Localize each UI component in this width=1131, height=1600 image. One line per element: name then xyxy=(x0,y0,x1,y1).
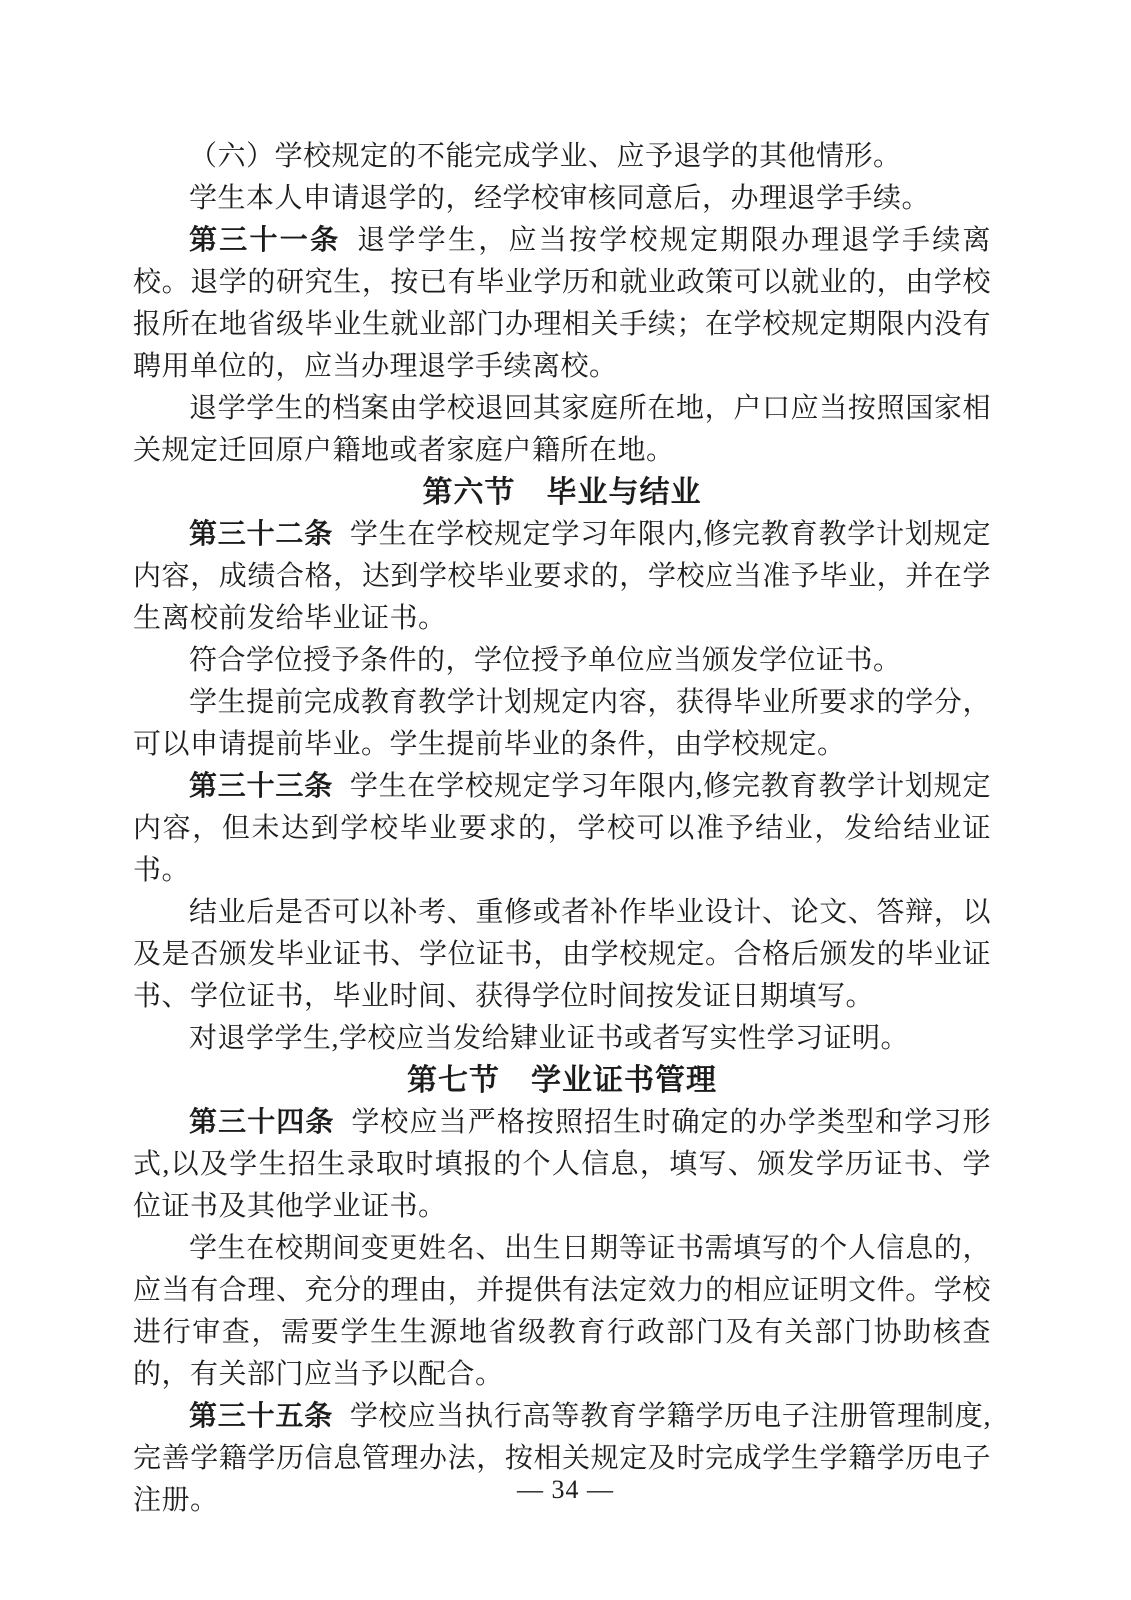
paragraph-text: 退学学生，应当按学校规定期限办理退学手续离校。退学的研究生，按已有毕业学历和就业政策可以就业的，由学校报所在地省级毕业生就业部门办理相关手续；在学校规定期限内没有聘用单位的，应当办理退学手续离校。 xyxy=(133,225,991,382)
paragraph-text: 学生在学校规定学习年限内,修完教育教学计划规定内容，成绩合格，达到学校毕业要求的，学校应当准予毕业，并在学生离校前发给毕业证书。 xyxy=(133,519,991,634)
paragraph-text: 退学学生的档案由学校退回其家庭所在地，户口应当按照国家相关规定迁回原户籍地或者家庭户籍所在地。 xyxy=(133,393,991,466)
article-number: 第三十二条 xyxy=(189,519,334,550)
article-number: 第三十四条 xyxy=(189,1107,335,1138)
body-paragraph xyxy=(133,682,991,766)
section-heading-7: 第七节 学业证书管理 xyxy=(407,1064,717,1097)
article-number: 第三十三条 xyxy=(189,771,334,802)
article-32-paragraph xyxy=(133,514,991,640)
paragraph-text: 学校应当严格按照招生时确定的办学类型和学习形式,以及学生招生录取时填报的个人信息，填写、颁发学历证书、学位证书及其他学业证书。 xyxy=(133,1107,991,1222)
section-heading-6: 第六节 毕业与结业 xyxy=(422,476,702,509)
body-paragraph xyxy=(133,1228,991,1396)
article-34-paragraph xyxy=(133,1102,991,1228)
body-paragraph xyxy=(133,178,991,220)
body-paragraph xyxy=(133,1018,991,1060)
paragraph-text: 结业后是否可以补考、重修或者补作毕业设计、论文、答辩，以及是否颁发毕业证书、学位证书，由学校规定。合格后颁发的毕业证书、学位证书，毕业时间、获得学位时间按发证日期填写。 xyxy=(133,897,991,1012)
article-number: 第三十五条 xyxy=(189,1401,334,1432)
paragraph-text: 符合学位授予条件的，学位授予单位应当颁发学位证书。 xyxy=(189,645,902,676)
paragraph-text: （六）学校规定的不能完成学业、应予退学的其他情形。 xyxy=(189,141,902,172)
body-paragraph xyxy=(133,640,991,682)
body-paragraph xyxy=(133,892,991,1018)
article-number: 第三十一条 xyxy=(189,225,341,256)
paragraph-text: 学生本人申请退学的，经学校审核同意后，办理退学手续。 xyxy=(189,183,931,214)
paragraph-text: 学校应当执行高等教育学籍学历电子注册管理制度,完善学籍学历信息管理办法，按相关规定及时完成学生学籍学历电子注册。 xyxy=(133,1401,991,1516)
article-31-paragraph xyxy=(133,220,991,388)
paragraph-text: 学生在学校规定学习年限内,修完教育教学计划规定内容，但未达到学校毕业要求的，学校可以准予结业，发给结业证书。 xyxy=(133,771,991,886)
page-number: — 34 — xyxy=(517,1475,614,1504)
paragraph-text: 学生提前完成教育教学计划规定内容，获得毕业所要求的学分，可以申请提前毕业。学生提前毕业的条件，由学校规定。 xyxy=(133,687,991,760)
paragraph-text: 学生在校期间变更姓名、出生日期等证书需填写的个人信息的，应当有合理、充分的理由，并提供有法定效力的相应证明文件。学校进行审查，需要学生生源地省级教育行政部门及有关部门协助核查的，有关部门应当予以配合。 xyxy=(133,1233,991,1390)
paragraph-text: 对退学学生,学校应当发给肄业证书或者写实性学习证明。 xyxy=(189,1023,910,1054)
article-33-paragraph xyxy=(133,766,991,892)
list-item-paragraph xyxy=(133,136,991,178)
body-paragraph xyxy=(133,388,991,472)
